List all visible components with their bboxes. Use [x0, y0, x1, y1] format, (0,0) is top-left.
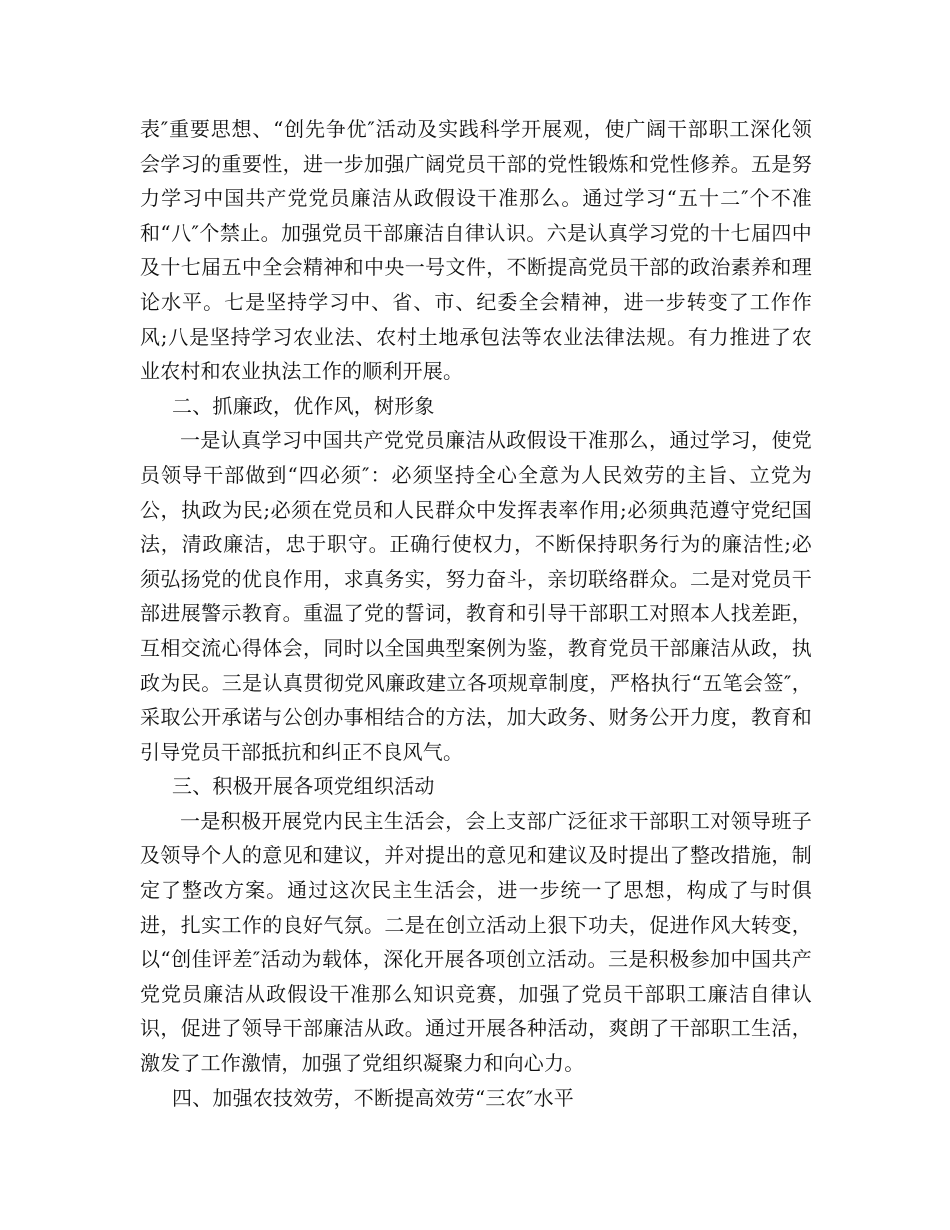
section-heading-4: 四、加强农技效劳，不断提高效劳“三农″水平	[172, 1085, 574, 1110]
document-page	[140, 112, 812, 1115]
section-heading-3: 三、积极开展各项党组织活动	[172, 774, 435, 799]
paragraph-section-2: 一是认真学习中国共产党党员廉洁从政假设干准那么，通过学习，使党员领导干部做到“四必须″：必须坚持全心全意为人民效劳的主旨、立党为公，执政为民;必须在党员和人民群众中发挥表率作用;必须典范遵守党纪国法，清政廉洁，忠于职守。正确行使权力，不断保持职务行为的廉洁性;必须弘扬党的优良作用，求真务实，努力奋斗，亲切联络群众。二是对党员干部进展警示教育。重温了党的誓词，教育和引导干部职工对照本人找差距，互相交流心得体会，同时以全国典型案例为鉴，教育党员干部廉洁从政，执政为民。三是认真贯彻党风廉政建立各项规章制度，严格执行“五笔会签″，采取公开承诺与公创办事相结合的方法，加大政务、财务公开力度，教育和引导党员干部抵抗和纠正不良风气。	[140, 428, 812, 764]
paragraph-continued: 表″重要思想、“创先争优″活动及实践科学开展观，使广阔干部职工深化领会学习的重要性，进一步加强广阔党员干部的党性锻炼和党性修养。五是努力学习中国共产党党员廉洁从政假设干准那么。通过学习“五十二″个不准和“八″个禁止。加强党员干部廉洁自律认识。六是认真学习党的十七届四中及十七届五中全会精神和中央一号文件，不断提高党员干部的政治素养和理论水平。七是坚持学习中、省、市、纪委全会精神，进一步转变了工作作风;八是坚持学习农业法、农村土地承包法等农业法律法规。有力推进了农业农村和农业执法工作的顺利开展。	[140, 117, 812, 384]
section-heading-2: 二、抓廉政，优作风，树形象	[172, 393, 435, 418]
paragraph-section-3: 一是积极开展党内民主生活会，会上支部广泛征求干部职工对领导班子及领导个人的意见和建议，并对提出的意见和建议及时提出了整改措施，制定了整改方案。通过这次民主生活会，进一步统一了思想，构成了与时俱进，扎实工作的良好气氛。二是在创立活动上狠下功夫，促进作风大转变，以“创佳评差″活动为载体，深化开展各项创立活动。三是积极参加中国共产党党员廉洁从政假设干准那么知识竞赛，加强了党员干部职工廉洁自律认识，促进了领导干部廉洁从政。通过开展各种活动，爽朗了干部职工生活，激发了工作激情，加强了党组织凝聚力和向心力。	[140, 808, 812, 1076]
